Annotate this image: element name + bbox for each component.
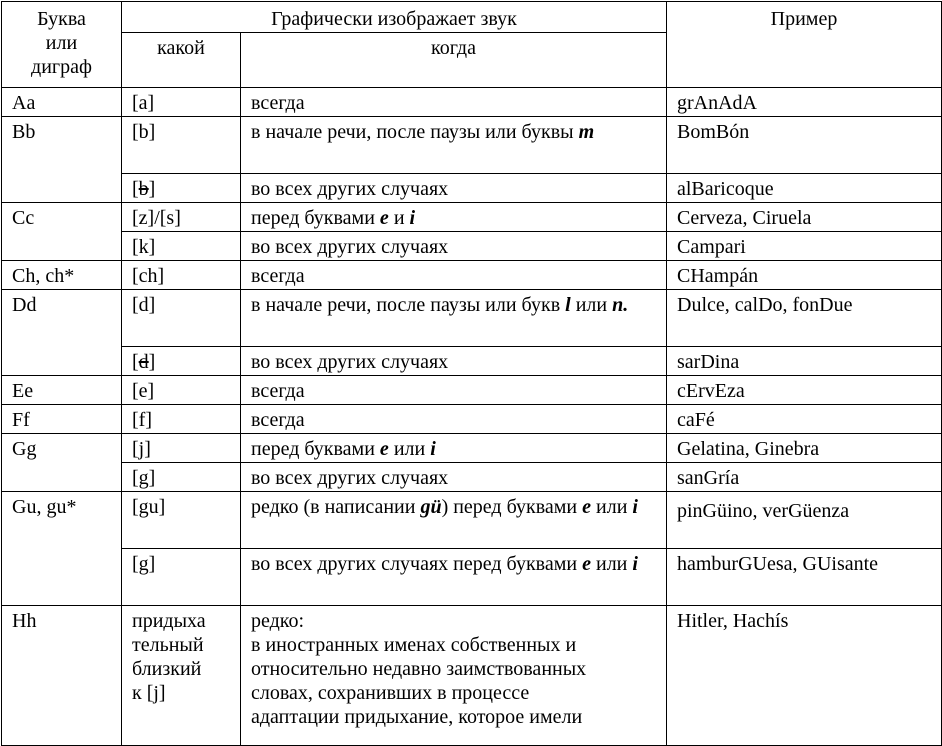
- cell-sound: [d]: [122, 290, 241, 347]
- cell-example: sanGría: [667, 463, 942, 492]
- sound-line: близкий: [132, 658, 202, 680]
- when-letter: e: [379, 207, 389, 229]
- cell-example: hamburGUesa, GUisante: [667, 549, 942, 606]
- when-text: редко (в написании: [251, 496, 421, 518]
- sound-pre: [: [132, 351, 139, 373]
- cell-example: Dulce, calDo, fonDue: [667, 290, 942, 347]
- table-row: [2, 174, 942, 203]
- cell-letter: Gg: [2, 434, 122, 492]
- header-which: какой: [122, 33, 241, 88]
- cell-example: alBaricoque: [667, 174, 942, 203]
- cell-when: всегда: [241, 405, 667, 434]
- when-line: редко:: [251, 610, 305, 632]
- cell-when: [241, 203, 667, 232]
- when-text: или: [388, 438, 431, 460]
- when-letter: i: [430, 438, 436, 460]
- cell-sound: [a]: [122, 88, 241, 117]
- cell-example: CHampán: [667, 261, 942, 290]
- when-letter: gü: [420, 496, 442, 518]
- when-letter: e: [379, 438, 389, 460]
- sound-post: ]: [148, 178, 156, 200]
- cell-letter: Bb: [2, 117, 122, 203]
- sound-line: к [j]: [132, 682, 166, 704]
- cell-example: cErvEza: [667, 376, 942, 405]
- when-letter: e: [582, 496, 592, 518]
- cell-example: pinGüino, verGüenza: [667, 492, 942, 549]
- cell-when: всегда: [241, 88, 667, 117]
- cell-sound: [b]: [122, 117, 241, 174]
- table-row: [2, 88, 942, 117]
- cell-letter: Ff: [2, 405, 122, 434]
- cell-sound: [j]: [122, 434, 241, 463]
- cell-when: во всех других случаях: [241, 347, 667, 376]
- cell-when: [241, 549, 667, 606]
- phonetics-table: [1, 1, 942, 746]
- cell-sound: [122, 347, 241, 376]
- cell-when: [241, 434, 667, 463]
- table-row: [2, 261, 942, 290]
- when-line: словах, сохранивших в процессе: [251, 682, 530, 704]
- cell-letter: Ch, ch*: [2, 261, 122, 290]
- table-row: [2, 232, 942, 261]
- cell-example: BomBón: [667, 117, 942, 174]
- table-row: [2, 347, 942, 376]
- cell-example: Campari: [667, 232, 942, 261]
- cell-example: caFé: [667, 405, 942, 434]
- when-text: в начале речи, после паузы или букв: [251, 294, 566, 316]
- cell-sound: [g]: [122, 463, 241, 492]
- when-text: ) перед буквами: [441, 496, 583, 518]
- cell-sound: [f]: [122, 405, 241, 434]
- cell-when: во всех других случаях: [241, 174, 667, 203]
- header-sound: Графически изображает звук: [122, 2, 667, 33]
- cell-example: grAnAdA: [667, 88, 942, 117]
- cell-letter: Gu, gu*: [2, 492, 122, 606]
- table-row: [2, 203, 942, 232]
- when-text: и: [388, 207, 410, 229]
- when-line: адаптации придыхание, которое имели: [251, 706, 583, 728]
- header-letter-line-1: Буква: [37, 8, 86, 30]
- when-text: или: [591, 496, 633, 518]
- sound-pre: [: [132, 178, 139, 200]
- when-text: перед буквами: [251, 438, 380, 460]
- when-line: в иностранных именах собственных и: [251, 634, 577, 656]
- table-row: [2, 549, 942, 606]
- header-letter-line-3: диграф: [31, 56, 92, 78]
- cell-when: всегда: [241, 261, 667, 290]
- cell-when: всегда: [241, 376, 667, 405]
- header-when: когда: [241, 33, 667, 88]
- when-letter: m: [578, 121, 595, 143]
- cell-letter: Dd: [2, 290, 122, 376]
- cell-letter: Ee: [2, 376, 122, 405]
- when-line: относительно недавно заимствованных: [251, 658, 587, 680]
- table-row: [2, 606, 942, 746]
- cell-example: Hitler, Hachís: [667, 606, 942, 746]
- header-letter-line-2: или: [45, 32, 78, 54]
- when-text: во всех других случаях перед буквами: [251, 553, 583, 575]
- cell-sound: [g]: [122, 549, 241, 606]
- table-row: [2, 290, 942, 347]
- cell-example: sarDina: [667, 347, 942, 376]
- header-row: [2, 2, 942, 33]
- cell-when: [241, 117, 667, 174]
- when-text: в начале речи, после паузы или буквы: [251, 121, 579, 143]
- sound-line: придыха: [132, 610, 206, 632]
- table-row: [2, 492, 942, 549]
- cell-example: Gelatina, Ginebra: [667, 434, 942, 463]
- table-row: [2, 117, 942, 174]
- cell-sound: [ch]: [122, 261, 241, 290]
- sound-line: тельный: [132, 634, 204, 656]
- cell-when: [241, 606, 667, 746]
- cell-sound: [e]: [122, 376, 241, 405]
- cell-sound: [122, 606, 241, 746]
- table-row: [2, 405, 942, 434]
- when-letter: i: [632, 496, 638, 518]
- cell-sound: [z]/[s]: [122, 203, 241, 232]
- when-letter: n.: [612, 294, 629, 316]
- cell-letter: Cc: [2, 203, 122, 261]
- cell-when: во всех других случаях: [241, 463, 667, 492]
- sound-strike: d: [138, 351, 149, 373]
- table-row: [2, 463, 942, 492]
- when-text: или: [590, 553, 633, 575]
- when-letter: l: [565, 294, 571, 316]
- when-text: перед буквами: [251, 207, 380, 229]
- cell-letter: Aa: [2, 88, 122, 117]
- when-letter: i: [632, 553, 638, 575]
- table-row: [2, 434, 942, 463]
- cell-sound: [k]: [122, 232, 241, 261]
- cell-sound: [122, 174, 241, 203]
- sound-strike: b: [138, 178, 149, 200]
- cell-when: [241, 290, 667, 347]
- cell-example: Cerveza, Ciruela: [667, 203, 942, 232]
- when-letter: e: [582, 553, 591, 575]
- when-letter: i: [409, 207, 416, 229]
- cell-letter: Hh: [2, 606, 122, 746]
- when-text: или: [570, 294, 613, 316]
- header-example: Пример: [667, 2, 942, 88]
- sound-post: ]: [148, 351, 156, 373]
- cell-when: во всех других случаях: [241, 232, 667, 261]
- table-row: [2, 376, 942, 405]
- cell-sound: [gu]: [122, 492, 241, 549]
- cell-when: [241, 492, 667, 549]
- header-letter: [2, 2, 122, 88]
